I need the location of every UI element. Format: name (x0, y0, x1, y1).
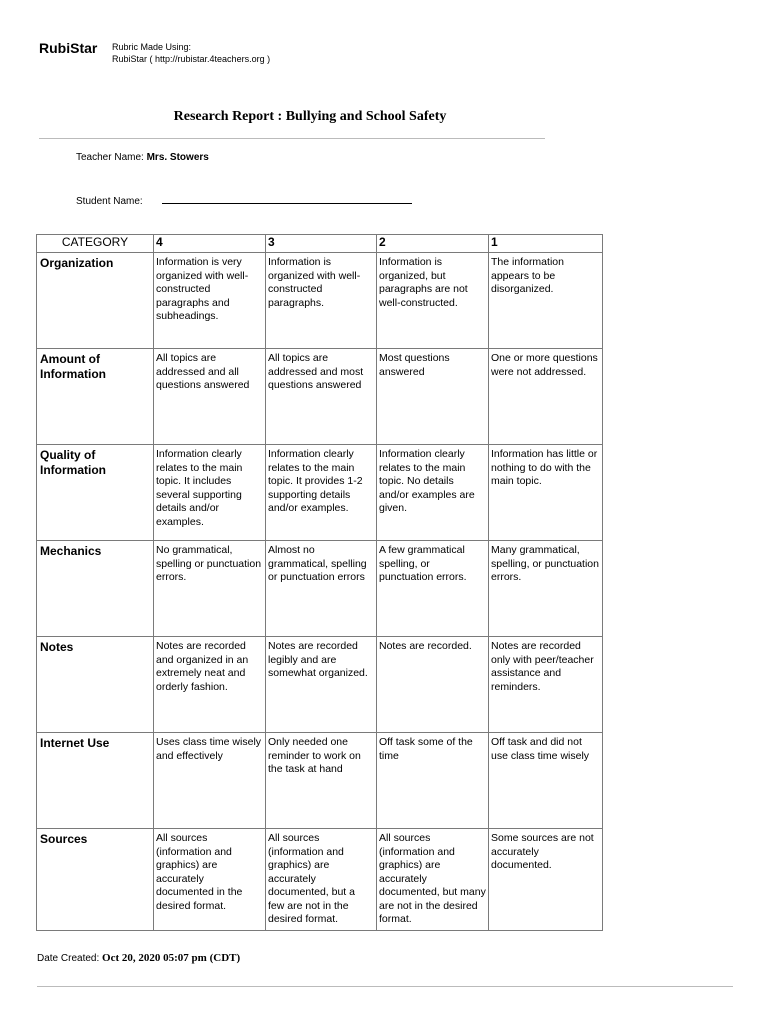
table-cell: Many grammatical, spelling, or punctuation errors. (489, 541, 603, 637)
made-using-line1: Rubric Made Using: (112, 42, 192, 52)
bottom-divider (37, 986, 733, 987)
header-level-1: 1 (489, 235, 603, 253)
table-cell: All sources (information and graphics) are accurately documented in the desired format. (154, 829, 266, 931)
header-category: CATEGORY (37, 235, 154, 253)
header-level-4: 4 (154, 235, 266, 253)
table-cell: No grammatical, spelling or punctuation errors. (154, 541, 266, 637)
table-cell: All topics are addressed and all questions answered (154, 349, 266, 445)
table-row (37, 445, 603, 541)
table-cell: Some sources are not accurately documented. (489, 829, 603, 931)
made-using-note (112, 41, 270, 65)
table-cell: All topics are addressed and most questions answered (266, 349, 377, 445)
table-cell: Information is very organized with well-constructed paragraphs and subheadings. (154, 253, 266, 349)
page-title: Research Report : Bullying and School Safety (173, 109, 447, 124)
student-name-line (76, 193, 412, 207)
table-cell: Only needed one reminder to work on the task at hand (266, 733, 377, 829)
table-row (37, 349, 603, 445)
teacher-name-value: Mrs. Stowers (146, 152, 209, 163)
student-name-blank (162, 193, 412, 204)
table-row (37, 541, 603, 637)
table-cell: Information is organized with well-constructed paragraphs. (266, 253, 377, 349)
table-row (37, 829, 603, 931)
teacher-name-line (76, 152, 209, 163)
table-cell: Information is organized, but paragraphs are not well-constructed. (377, 253, 489, 349)
table-cell: Uses class time wisely and effectively (154, 733, 266, 829)
row-category: Quality of Information (37, 445, 154, 541)
table-cell: Notes are recorded legibly and are somewhat organized. (266, 637, 377, 733)
table-cell: Information clearly relates to the main topic. No details and/or examples are given. (377, 445, 489, 541)
table-cell: One or more questions were not addressed. (489, 349, 603, 445)
table-cell: Notes are recorded and organized in an extremely neat and orderly fashion. (154, 637, 266, 733)
header-level-3: 3 (266, 235, 377, 253)
table-cell: Information has little or nothing to do with the main topic. (489, 445, 603, 541)
row-category: Internet Use (37, 733, 154, 829)
row-category: Notes (37, 637, 154, 733)
teacher-name-label: Teacher Name: (76, 152, 144, 163)
header-level-2: 2 (377, 235, 489, 253)
student-name-label: Student Name: (76, 196, 143, 207)
made-using-line2: RubiStar ( http://rubistar.4teachers.org ) (112, 54, 271, 64)
table-cell: All sources (information and graphics) are accurately documented, but many are not in the desired format. (377, 829, 489, 931)
table-row (37, 637, 603, 733)
rubric-table (36, 234, 603, 931)
table-cell: The information appears to be disorganized. (489, 253, 603, 349)
table-cell: Notes are recorded only with peer/teacher assistance and reminders. (489, 637, 603, 733)
table-row (37, 253, 603, 349)
date-created-line (37, 952, 240, 964)
date-created-value: Oct 20, 2020 05:07 pm (CDT) (102, 952, 241, 964)
top-divider (39, 138, 545, 139)
row-category: Organization (37, 253, 154, 349)
row-category: Amount of Information (37, 349, 154, 445)
table-cell: A few grammatical spelling, or punctuation errors. (377, 541, 489, 637)
table-cell: Information clearly relates to the main topic. It provides 1-2 supporting details and/or examples. (266, 445, 377, 541)
row-category: Sources (37, 829, 154, 931)
row-category: Mechanics (37, 541, 154, 637)
table-cell: Off task some of the time (377, 733, 489, 829)
table-cell: Information clearly relates to the main topic. It includes several supporting details and/or examples. (154, 445, 266, 541)
table-cell: Off task and did not use class time wisely (489, 733, 603, 829)
table-cell: Most questions answered (377, 349, 489, 445)
date-created-label: Date Created: (37, 953, 100, 964)
table-cell: Notes are recorded. (377, 637, 489, 733)
table-header-row (37, 235, 603, 253)
table-cell: All sources (information and graphics) are accurately documented, but a few are not in the desired format. (266, 829, 377, 931)
brand-name: RubiStar (39, 40, 98, 56)
table-cell: Almost no grammatical, spelling or punctuation errors (266, 541, 377, 637)
table-row (37, 733, 603, 829)
